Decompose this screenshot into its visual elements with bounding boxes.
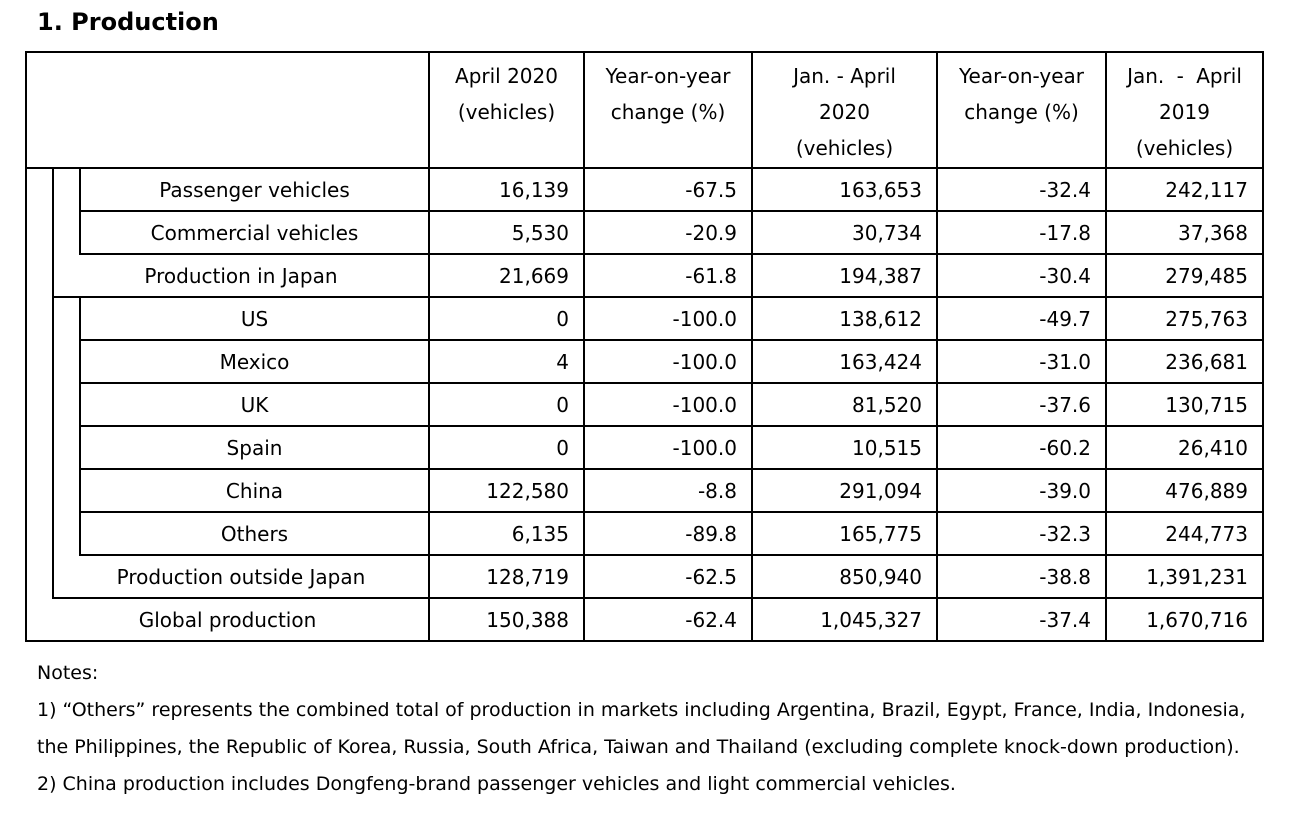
value-cell: 138,612 <box>752 297 937 340</box>
value-cell: 244,773 <box>1106 512 1263 555</box>
notes-heading: Notes: <box>37 662 99 684</box>
header-cell-jan-apr-2020 <box>752 52 937 168</box>
indent-cell-global-group <box>26 168 53 598</box>
row-label-cell: Global production <box>26 598 429 641</box>
production-table <box>25 51 1264 642</box>
header-line: change (%) <box>964 100 1079 124</box>
header-line: Jan. - April <box>793 64 896 88</box>
value-cell: 1,045,327 <box>752 598 937 641</box>
value-cell: -8.8 <box>584 469 752 512</box>
header-line: 2019 <box>1159 100 1210 124</box>
value-cell: 0 <box>429 426 584 469</box>
value-cell: 130,715 <box>1106 383 1263 426</box>
table-row-others <box>26 512 1263 555</box>
value-cell: 5,530 <box>429 211 584 254</box>
value-cell: -100.0 <box>584 383 752 426</box>
row-label-cell: Production in Japan <box>53 254 429 297</box>
table-row-production-outside-japan <box>26 555 1263 598</box>
table-row-commercial-vehicles <box>26 211 1263 254</box>
header-cell-yoy-change-2 <box>937 52 1106 168</box>
table-row-us <box>26 297 1263 340</box>
value-cell: 0 <box>429 297 584 340</box>
row-label-cell: Production outside Japan <box>53 555 429 598</box>
row-label-cell: Passenger vehicles <box>80 168 429 211</box>
value-cell: 291,094 <box>752 469 937 512</box>
value-cell: 16,139 <box>429 168 584 211</box>
header-corner-cell <box>26 52 429 168</box>
note-line: the Philippines, the Republic of Korea, Russia, South Africa, Taiwan and Thailand (excluding complete knock-down production). <box>37 736 1240 758</box>
table-row-production-in-japan <box>26 254 1263 297</box>
indent-cell-outside-japan-group <box>53 297 80 555</box>
value-cell: -49.7 <box>937 297 1106 340</box>
note-line: 1) “Others” represents the combined total of production in markets including Argentina, Brazil, Egypt, France, India, Indonesia, <box>37 699 1246 721</box>
header-line: Jan. - April <box>1127 64 1242 88</box>
row-label-cell: China <box>80 469 429 512</box>
value-cell: -100.0 <box>584 297 752 340</box>
value-cell: 242,117 <box>1106 168 1263 211</box>
value-cell: 1,391,231 <box>1106 555 1263 598</box>
row-label-cell: US <box>80 297 429 340</box>
value-cell: -20.9 <box>584 211 752 254</box>
value-cell: -62.4 <box>584 598 752 641</box>
header-line: April 2020 <box>455 64 558 88</box>
table-row-mexico <box>26 340 1263 383</box>
page-title: 1. Production <box>37 8 219 36</box>
value-cell: 122,580 <box>429 469 584 512</box>
value-cell: 81,520 <box>752 383 937 426</box>
value-cell: -37.4 <box>937 598 1106 641</box>
value-cell: -38.8 <box>937 555 1106 598</box>
value-cell: -17.8 <box>937 211 1106 254</box>
value-cell: -67.5 <box>584 168 752 211</box>
value-cell: 128,719 <box>429 555 584 598</box>
value-cell: -31.0 <box>937 340 1106 383</box>
value-cell: 163,653 <box>752 168 937 211</box>
value-cell: 236,681 <box>1106 340 1263 383</box>
table-row-global-production <box>26 598 1263 641</box>
header-line: (vehicles) <box>457 100 556 124</box>
value-cell: -30.4 <box>937 254 1106 297</box>
value-cell: -61.8 <box>584 254 752 297</box>
value-cell: 1,670,716 <box>1106 598 1263 641</box>
table-row-china <box>26 469 1263 512</box>
value-cell: 0 <box>429 383 584 426</box>
value-cell: 6,135 <box>429 512 584 555</box>
header-cell-yoy-change-1 <box>584 52 752 168</box>
header-cell-jan-apr-2019 <box>1106 52 1263 168</box>
value-cell: 30,734 <box>752 211 937 254</box>
value-cell: -39.0 <box>937 469 1106 512</box>
header-line: Year-on-year <box>605 64 731 88</box>
header-line: 2020 <box>819 100 870 124</box>
header-line: (vehicles) <box>795 136 894 160</box>
row-label-cell: Spain <box>80 426 429 469</box>
value-cell: 279,485 <box>1106 254 1263 297</box>
value-cell: -89.8 <box>584 512 752 555</box>
value-cell: 37,368 <box>1106 211 1263 254</box>
table-row-uk <box>26 383 1263 426</box>
value-cell: 194,387 <box>752 254 937 297</box>
value-cell: 10,515 <box>752 426 937 469</box>
value-cell: 26,410 <box>1106 426 1263 469</box>
value-cell: 476,889 <box>1106 469 1263 512</box>
value-cell: -37.6 <box>937 383 1106 426</box>
value-cell: 275,763 <box>1106 297 1263 340</box>
table-row-spain <box>26 426 1263 469</box>
row-label-cell: Commercial vehicles <box>80 211 429 254</box>
header-line: change (%) <box>610 100 726 124</box>
value-cell: -100.0 <box>584 340 752 383</box>
value-cell: 21,669 <box>429 254 584 297</box>
value-cell: 165,775 <box>752 512 937 555</box>
header-cell-april-2020 <box>429 52 584 168</box>
value-cell: 150,388 <box>429 598 584 641</box>
value-cell: -32.4 <box>937 168 1106 211</box>
note-line: 2) China production includes Dongfeng-brand passenger vehicles and light commercial vehicles. <box>37 773 956 795</box>
row-label-cell: Mexico <box>80 340 429 383</box>
value-cell: -62.5 <box>584 555 752 598</box>
value-cell: 4 <box>429 340 584 383</box>
table-row-passenger-vehicles <box>26 168 1263 211</box>
value-cell: -60.2 <box>937 426 1106 469</box>
value-cell: 163,424 <box>752 340 937 383</box>
indent-cell-japan-group <box>53 168 80 254</box>
row-label-cell: Others <box>80 512 429 555</box>
value-cell: -100.0 <box>584 426 752 469</box>
notes-section <box>37 655 1298 803</box>
table-header-row <box>26 52 1263 168</box>
header-line: Year-on-year <box>958 64 1085 88</box>
header-line: (vehicles) <box>1135 136 1234 160</box>
value-cell: 850,940 <box>752 555 937 598</box>
row-label-cell: UK <box>80 383 429 426</box>
value-cell: -32.3 <box>937 512 1106 555</box>
